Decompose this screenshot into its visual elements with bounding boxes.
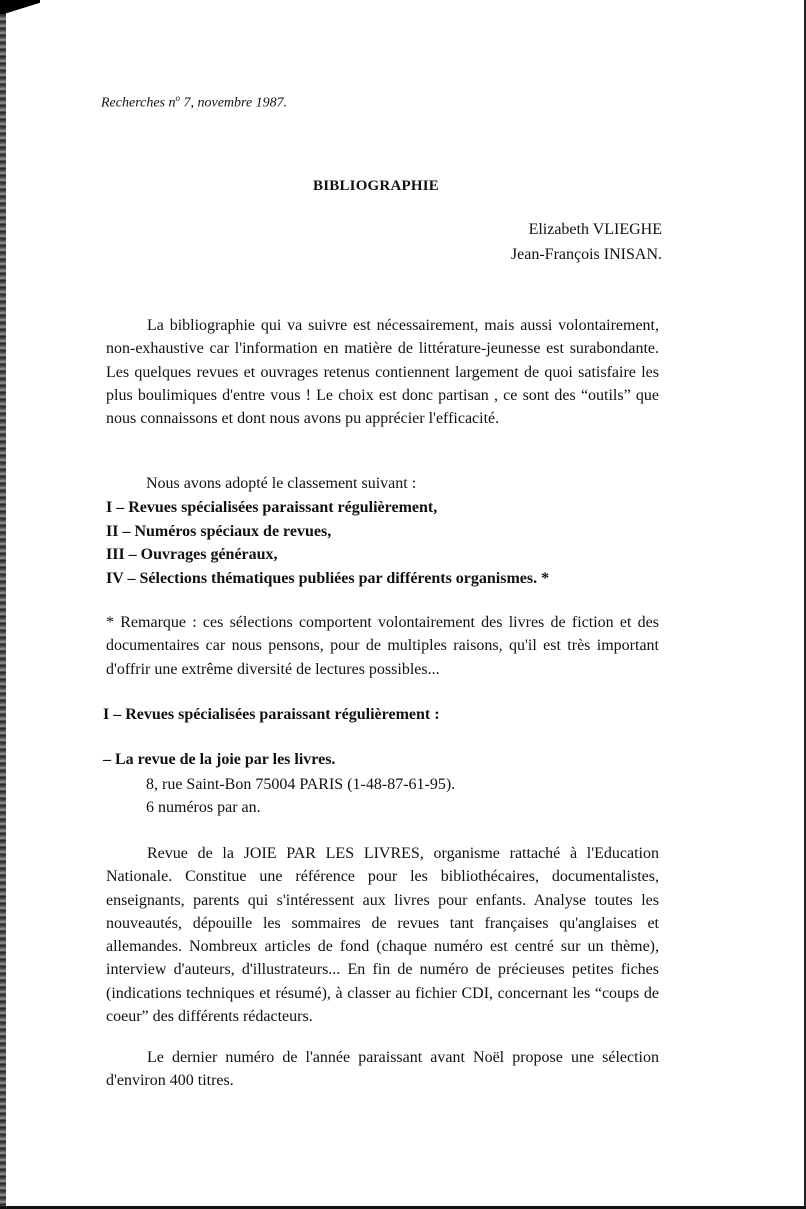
classement-item-1: I – Revues spécialisées paraissant régulièrement,: [106, 499, 438, 516]
page-binding-edge: [0, 0, 6, 1209]
classement-lead: Nous avons adopté le classement suivant :: [146, 475, 417, 492]
section-heading: I – Revues spécialisées paraissant régulièrement :: [103, 706, 440, 723]
classement-item-2: II – Numéros spéciaux de revues,: [106, 523, 332, 540]
page-title: BIBLIOGRAPHIE: [313, 178, 439, 194]
classement-item-3: III – Ouvrages généraux,: [106, 546, 278, 563]
classement-item-4: IV – Sélections thématiques publiées par différents organismes. *: [106, 570, 550, 587]
revue-frequency: 6 numéros par an.: [146, 799, 261, 816]
journal-header: Recherches $n^o$ 7, novembre 1987.: [101, 93, 288, 111]
revue-address: 8, rue Saint-Bon 75004 PARIS (1-48-87-61-95).: [146, 776, 456, 793]
scan-corner-shadow: [0, 0, 40, 14]
closing-paragraph: Le dernier numéro de l'année paraissant avant Noël propose une sélection d'environ 400 titres.: [106, 1049, 659, 1090]
intro-paragraph: La bibliographie qui va suivre est nécessairement, mais aussi volontairement, non-exhaustive car l'information en matière de littérature-jeunesse est surabondante. Les quelques revues et ouvrages retenus contiennent largement de quoi satisfaire les plus boulimiques d'entre vous ! Le choix est donc partisan , ce sont des “outils” que nous connaissons et dont nous avons pu apprécier l'efficacité.: [106, 317, 659, 428]
author-2: Jean-François INISAN.: [510, 246, 662, 263]
revue-description: Revue de la JOIE PAR LES LIVRES, organisme rattaché à l'Education Nationale. Constitue une référence pour les bibliothécaires, documentalistes, enseignants, parents qui s'intéressent aux livres pour enfants. Analyse toutes les nouveautés, dépouille les sommaires de revues tant françaises qu'anglaises et allemandes. Nombreux articles de fond (chaque numéro est centré sur un thème), interview d'auteurs, d'illustrateurs... En fin de numéro de précieuses petites fiches (indications techniques et résumé), à classer au fichier CDI, concernant les “coups de coeur” des différents rédacteurs.: [106, 845, 659, 1026]
revue-name: – La revue de la joie par les livres.: [103, 751, 336, 768]
author-1: Elizabeth VLIEGHE: [528, 221, 662, 238]
remarque-paragraph: * Remarque : ces sélections comportent volontairement des livres de fiction et des documentaires car nous pensons, pour de multiples raisons, qu'il est très important d'offrir une extrême diversité de lectures possibles...: [106, 614, 659, 678]
